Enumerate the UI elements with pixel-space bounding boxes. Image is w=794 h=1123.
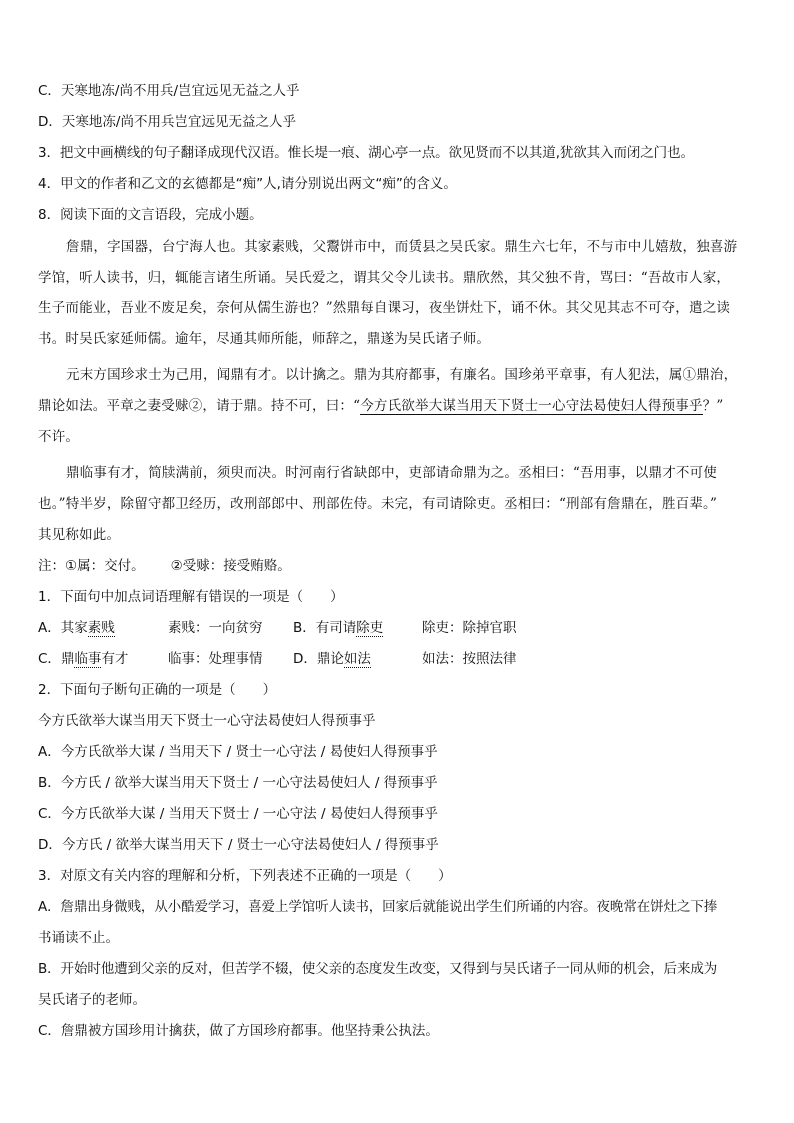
option-label: B． bbox=[293, 620, 316, 636]
notes bbox=[38, 557, 291, 575]
sub3-option-a-line-2: 书诵读不止。 bbox=[38, 930, 119, 946]
prev-option-d: D．天寒地冻/尚不用兵岂宜远见无益之人乎 bbox=[38, 114, 296, 130]
note-1: ①属：交付。 bbox=[65, 558, 145, 574]
passage-p2-line-3: 不许。 bbox=[38, 429, 80, 445]
passage-p2-line-1: 元末方国珍求士为己用，闻鼎有才。以计擒之。鼎为其府都事，有廉名。国珍弟平章事，有人犯法，属①鼎治， bbox=[66, 367, 738, 383]
prev-question-3: 3．把文中画横线的句子翻译成现代汉语。惟长堤一痕、湖心亭一点。欲见贤而不以其道,犹欲其入而闭之门也。 bbox=[38, 145, 694, 161]
sub3-option-a-line-1[interactable]: A．詹鼎出身微贱，从小酷爱学习，喜爱上学馆听人读书，回家后就能说出学生们所诵的内容。夜晚常在饼灶之下捧 bbox=[38, 899, 718, 915]
option-label: C． bbox=[38, 651, 61, 667]
underlined-sentence: 今方氏欲举大谋当用天下贤士一心守法曷使妇人得预事乎 bbox=[360, 398, 703, 414]
sub1-gloss-d: 如法：按照法律 bbox=[422, 651, 517, 667]
passage-p1-line-3: 生子而能业，吾业不废足矣，奈何从儒生游也？”然鼎每自课习，夜坐饼灶下，诵不休。其父见其志不可夺，遣之读 bbox=[38, 300, 731, 316]
question-8-heading: 8．阅读下面的文言语段，完成小题。 bbox=[38, 207, 263, 223]
option-label: A． bbox=[38, 620, 61, 636]
sub3-option-c[interactable]: C．詹鼎被方国珍用计擒获，做了方国珍府都事。他坚持秉公执法。 bbox=[38, 1023, 439, 1039]
sub2-option-d[interactable]: D．今方氏 / 欲举大谋当用天下 / 贤士一心守法曷使妇人 / 得预事乎 bbox=[38, 837, 439, 853]
passage-p2-line-2 bbox=[38, 397, 724, 415]
passage-p3-line-1: 鼎临事有才，简牍满前，须臾而决。时河南行省缺郎中，吏部请命鼎为之。丞相曰：“吾用事，以鼎才不可使 bbox=[66, 465, 717, 481]
sub2-option-a[interactable]: A．今方氏欲举大谋 / 当用天下 / 贤士一心守法 / 曷使妇人得预事乎 bbox=[38, 744, 438, 760]
sub1-option-c[interactable] bbox=[38, 650, 128, 668]
sub1-option-b[interactable] bbox=[293, 619, 383, 637]
prev-option-c: C．天寒地冻/尚不用兵/岂宜远见无益之人乎 bbox=[38, 83, 300, 99]
option-label: D． bbox=[293, 651, 317, 667]
sub1-gloss-b: 除吏：除掉官职 bbox=[422, 620, 517, 636]
sub2-option-b[interactable]: B．今方氏 / 欲举大谋当用天下贤士 / 一心守法曷使妇人 / 得预事乎 bbox=[38, 775, 438, 791]
option-text: 鼎 bbox=[60, 651, 75, 667]
dotted-word: 临事 bbox=[74, 651, 102, 667]
passage-p1-line-4: 书。时吴氏家延师儒。逾年，尽通其师所能，师辞之，鼎遂为吴氏诸子师。 bbox=[38, 331, 491, 347]
prev-question-4: 4．甲文的作者和乙文的玄德都是“痴”人,请分别说出两文“痴”的含义。 bbox=[38, 176, 457, 192]
notes-prefix: 注： bbox=[38, 558, 65, 574]
sub3-stem: 3．对原文有关内容的理解和分析，下列表述不正确的一项是（ ） bbox=[38, 868, 452, 884]
sub1-stem: 1．下面句中加点词语理解有错误的一项是（ ） bbox=[38, 589, 344, 605]
sub2-option-c[interactable]: C．今方氏欲举大谋 / 当用天下贤士 / 一心守法 / 曷使妇人得预事乎 bbox=[38, 806, 438, 822]
dotted-word: 如法 bbox=[343, 651, 371, 667]
note-2: ②受赇：接受贿赂。 bbox=[170, 558, 291, 574]
passage-p1-line-1: 詹鼎，字国器，台宁海人也。其家素贱，父鬻饼市中，而赁县之吴氏家。鼎生六七年，不与市中儿嬉敖，独喜游 bbox=[66, 239, 738, 255]
option-text: 其家 bbox=[60, 620, 88, 636]
sub1-option-a[interactable] bbox=[38, 619, 115, 637]
option-text-tail: 有才 bbox=[101, 651, 129, 667]
sub3-option-b-line-1[interactable]: B．开始时他遭到父亲的反对，但苦学不辍，使父亲的态度发生改变，又得到与吴氏诸子一同从师的机会，后来成为 bbox=[38, 961, 718, 977]
passage-p2-line-2-suffix: ？” bbox=[702, 398, 724, 414]
dotted-word: 素贱 bbox=[87, 620, 115, 636]
sub3-option-b-line-2: 吴氏诸子的老师。 bbox=[38, 992, 146, 1008]
sub1-option-d[interactable] bbox=[293, 650, 371, 668]
option-text: 有司请 bbox=[315, 620, 357, 636]
passage-p1-line-2: 学馆，听人读书，归，辄能言诸生所诵。吴氏爱之，谓其父令儿读书。鼎欣然，其父独不肯，骂曰：“吾故市人家， bbox=[38, 270, 731, 286]
sub2-stem: 2．下面句子断句正确的一项是（ ） bbox=[38, 682, 277, 698]
passage-p3-line-3: 其见称如此。 bbox=[38, 527, 121, 543]
passage-p2-line-2-prefix: 鼎论如法。平章之妻受赇②，请于鼎。持不可，曰：“ bbox=[38, 398, 361, 414]
sub2-sentence: 今方氏欲举大谋当用天下贤士一心守法曷使妇人得预事乎 bbox=[38, 713, 376, 729]
option-text: 鼎论 bbox=[316, 651, 344, 667]
sub1-gloss-a: 素贱：一向贫穷 bbox=[168, 620, 263, 636]
dotted-word: 除吏 bbox=[356, 620, 384, 636]
sub1-gloss-c: 临事：处理事情 bbox=[168, 651, 263, 667]
passage-p3-line-2: 也。”特半岁，除留守都卫经历，改刑部郎中、刑部佐侍。未完，有司请除吏。丞相曰：“刑部有詹鼎在，胜百辈。” bbox=[38, 496, 718, 512]
